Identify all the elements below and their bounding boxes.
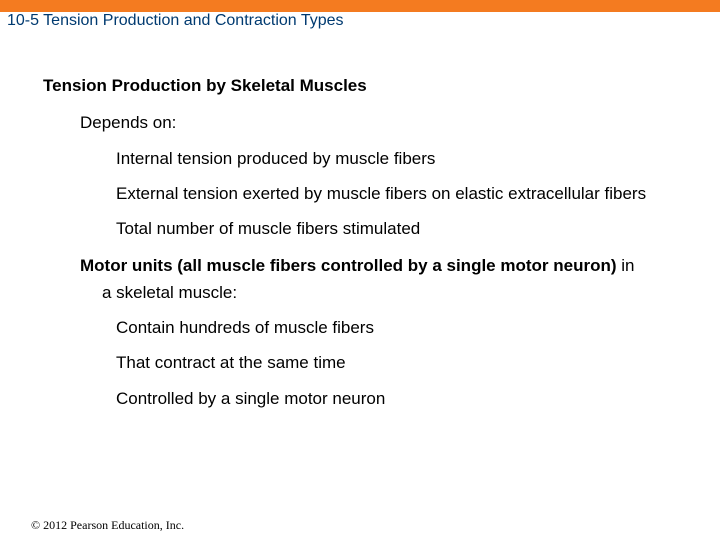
copyright-notice: © 2012 Pearson Education, Inc. <box>31 518 185 532</box>
motor-units-line <box>80 256 634 276</box>
slide-title: 10-5 Tension Production and Contraction Types <box>7 12 344 29</box>
bullet-contract-same-time: That contract at the same time <box>116 353 346 372</box>
motor-units-rest-text: in <box>616 256 635 275</box>
section-heading: Tension Production by Skeletal Muscles <box>43 76 367 95</box>
bullet-total-fibers: Total number of muscle fibers stimulated <box>116 219 421 238</box>
top-accent-bar <box>0 0 720 12</box>
bullet-internal-tension: Internal tension produced by muscle fibers <box>116 149 436 168</box>
bullet-external-tension: External tension exerted by muscle fibers on elastic extracellular fibers <box>116 184 647 203</box>
motor-units-continuation: a skeletal muscle: <box>102 283 238 302</box>
motor-units-bold-text: Motor units (all muscle fibers controlled by a single motor neuron) <box>80 256 617 275</box>
depends-label: Depends on: <box>80 113 177 132</box>
bullet-single-motor-neuron: Controlled by a single motor neuron <box>116 389 386 408</box>
bullet-hundreds-fibers: Contain hundreds of muscle fibers <box>116 318 374 337</box>
